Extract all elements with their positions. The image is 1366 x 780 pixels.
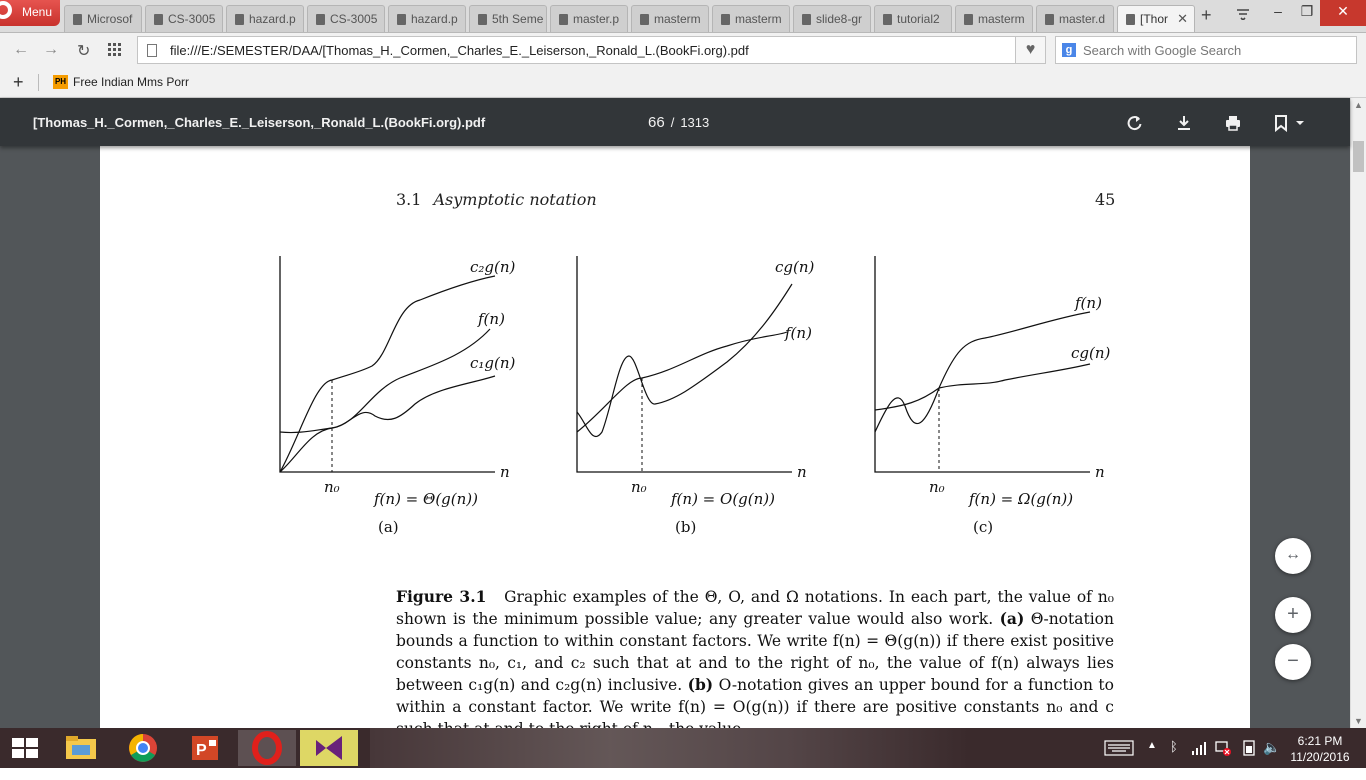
address-text[interactable]: file:///E:/SEMESTER/DAA/[Thomas_H._Cormen,_Charles_E._Leiserson,_Ronald_L.(BookFi.org).pdf [170,43,749,58]
divider [38,74,39,91]
minimize-button[interactable]: ‒ [1274,3,1282,19]
axes [875,256,1090,472]
reload-icon[interactable]: ↻ [77,43,91,60]
curve-cg [577,284,792,437]
document-icon [640,14,649,25]
volume-icon[interactable]: 🔈 [1263,739,1281,755]
system-clock[interactable] [1280,733,1360,765]
opera-menu-button[interactable] [0,0,60,26]
browser-tab[interactable] [550,5,628,32]
powerpoint-icon[interactable] [176,730,234,766]
tab-label: masterm [735,12,782,26]
panel-tag: (a) [378,518,399,536]
caption-label: Figure 3.1 [396,587,487,606]
address-bar[interactable] [137,36,1046,64]
n0-label: n₀ [324,478,340,496]
browser-tab[interactable] [874,5,952,32]
figure-caption [396,586,1114,740]
curve-f [577,332,787,432]
axis-label-n: n [500,463,510,481]
axis-label-n: n [1095,463,1105,481]
document-icon [1126,14,1135,25]
label-f: f(n) [478,310,505,328]
tab-label: 5th Seme [492,12,544,26]
tab-label: master.d [1059,12,1106,26]
label-f: f(n) [785,324,812,342]
browser-tab[interactable] [712,5,790,32]
menu-label: Menu [22,5,53,19]
google-icon: g [1062,43,1076,57]
windows-taskbar [0,728,1366,768]
document-icon [802,14,811,25]
n0-label: n₀ [631,478,647,496]
browser-tab[interactable] [145,5,223,32]
panel-big-o [577,256,815,536]
current-page-input[interactable]: 66 [648,114,665,131]
document-icon [559,14,568,25]
page-icon [147,44,157,57]
opera-logo-icon [0,1,12,19]
label-f: f(n) [1075,294,1102,312]
pdf-viewer [0,98,1366,728]
tab-label: hazard.p [249,12,296,26]
network-error-icon[interactable] [1215,740,1231,756]
pdf-title: [Thomas_H._Cormen,_Charles_E._Leiserson,_Ronald_L.(BookFi.org).pdf [33,115,486,130]
browser-tab[interactable] [1036,5,1114,32]
forward-icon[interactable]: → [43,41,59,58]
label-cg: cg(n) [1071,344,1111,362]
axis-label-n: n [797,463,807,481]
page-number: 45 [1095,190,1116,209]
search-box[interactable] [1055,36,1357,64]
add-bookmark-icon[interactable]: + [13,72,24,92]
fit-to-page-button[interactable]: ↔ [1275,538,1311,574]
total-pages: 1313 [680,115,710,130]
panel-tag: (c) [973,518,994,536]
bookmark-link[interactable]: Free Indian Mms Porr [73,75,190,89]
document-icon [721,14,730,25]
tab-label: slide8-gr [816,12,863,26]
bookmark-favicon: PH [53,75,68,89]
caption-part-a: (a) [999,609,1025,628]
browser-tab[interactable] [469,5,547,32]
scroll-down-icon[interactable]: ▼ [1354,716,1363,726]
battery-icon[interactable] [1240,740,1258,756]
document-icon [397,14,406,25]
browser-tab[interactable] [226,5,304,32]
tab-label: CS-3005 [330,12,378,26]
panel-formula: f(n) = Θ(g(n)) [374,490,478,508]
browser-tab[interactable] [793,5,871,32]
tab-label: masterm [978,12,1025,26]
clock-time: 6:21 PM [1297,734,1343,748]
zoom-in-button[interactable]: + [1275,597,1311,633]
curve-f [875,312,1090,432]
opera-taskbar-icon[interactable] [238,730,296,766]
visual-studio-icon[interactable] [300,730,358,766]
document-icon [73,14,82,25]
browser-tab[interactable] [64,5,142,32]
document-icon [1045,14,1054,25]
caption-text-intro: Graphic examples of the Θ, O, and Ω notations. In each part, the value of n₀ shown is the minimum possible value; any greater value would also work. [396,588,1115,628]
caption-part-b: (b) [687,675,714,694]
document-icon [316,14,325,25]
restore-button[interactable]: ❐ [1300,3,1314,19]
curve-cg [875,364,1090,410]
navigation-bar [0,33,1366,67]
browser-tab[interactable] [388,5,466,32]
browser-tab[interactable] [307,5,385,32]
bookmark-heart-icon[interactable]: ♥ [1015,37,1045,63]
show-hidden-icons-icon[interactable]: ▲ [1147,740,1157,751]
search-placeholder[interactable]: Search with Google Search [1083,43,1242,58]
caption-text-theta: Θ-notation bounds a function to within constant factors. We write f(n) = Θ(g(n)) if there exist positive constants n₀, c₁, and c₂ such that at and to the right of n₀, the value of f(n) always lies between c₁g(n) and c₂g(n) inclusive. [396,610,1114,694]
vertical-scrollbar[interactable] [1350,98,1366,728]
bookmarks-bar [0,67,1366,98]
browser-tab[interactable] [955,5,1033,32]
bluetooth-icon[interactable]: ᛒ [1170,739,1178,754]
scroll-up-icon[interactable]: ▲ [1354,100,1363,110]
browser-tab[interactable] [631,5,709,32]
figure-asymptotic [250,246,1150,546]
new-tab-button[interactable]: + [1201,5,1212,25]
tab-label: master.p [573,12,620,26]
pdf-toolbar [0,98,1350,146]
axes [280,256,495,472]
pdf-page [100,146,1250,746]
clock-date: 11/20/2016 [1290,750,1350,764]
section-title: Asymptotic notation [433,190,597,209]
browser-tab-active[interactable] [1117,5,1195,32]
back-icon[interactable]: ← [13,41,29,58]
document-icon [235,14,244,25]
svg-text:P: P [196,742,207,759]
section-number: 3.1 [396,190,422,209]
document-icon [883,14,892,25]
panel-formula: f(n) = Ω(g(n)) [969,490,1074,508]
label-c1g: c₁g(n) [470,354,516,372]
tab-label: CS-3005 [168,12,216,26]
close-window-button[interactable]: ✕ [1320,0,1366,26]
close-tab-icon[interactable]: ✕ [1177,11,1188,26]
chrome-icon[interactable] [114,730,172,766]
tab-label: masterm [654,12,701,26]
document-icon [478,14,487,25]
print-icon[interactable] [1224,114,1242,132]
document-icon [964,14,973,25]
scroll-thumb[interactable] [1353,141,1364,172]
download-icon[interactable] [1175,114,1193,132]
tab-label: [Thor [1140,12,1169,26]
keyboard-icon[interactable] [1104,740,1134,756]
panel-tag: (b) [675,518,697,536]
label-cg: cg(n) [775,258,815,276]
tab-label: Microsof [87,12,133,26]
wallpaper-strip [370,728,970,768]
speed-dial-icon[interactable] [108,43,122,56]
curve-c2g [280,276,495,472]
axes [577,256,792,472]
tab-menu-icon[interactable] [1236,8,1250,20]
tab-label: hazard.p [411,12,458,26]
bookmark-menu-icon[interactable] [1273,114,1307,132]
label-c2g: c₂g(n) [470,258,516,276]
page-separator: / [670,115,675,130]
page-indicator [648,114,709,131]
document-icon [154,14,163,25]
running-head [396,190,597,209]
caption-text-big-o: O-notation gives an upper bound for a function to within a constant factor. We write f(n) = O(g(n)) if there are positive constants n₀ and c [396,676,1114,716]
panel-omega [875,256,1111,536]
curve-f [280,329,490,472]
tab-strip [0,0,1366,33]
tab-label: tutorial2 [897,12,940,26]
n0-label: n₀ [929,478,945,496]
file-explorer-icon[interactable] [52,730,110,766]
panel-formula: f(n) = O(g(n)) [671,490,775,508]
rotate-icon[interactable] [1126,114,1144,132]
windows-start-icon[interactable] [12,738,38,758]
signal-icon[interactable] [1192,741,1208,755]
zoom-out-button[interactable]: − [1275,644,1311,680]
panel-theta [280,256,516,536]
